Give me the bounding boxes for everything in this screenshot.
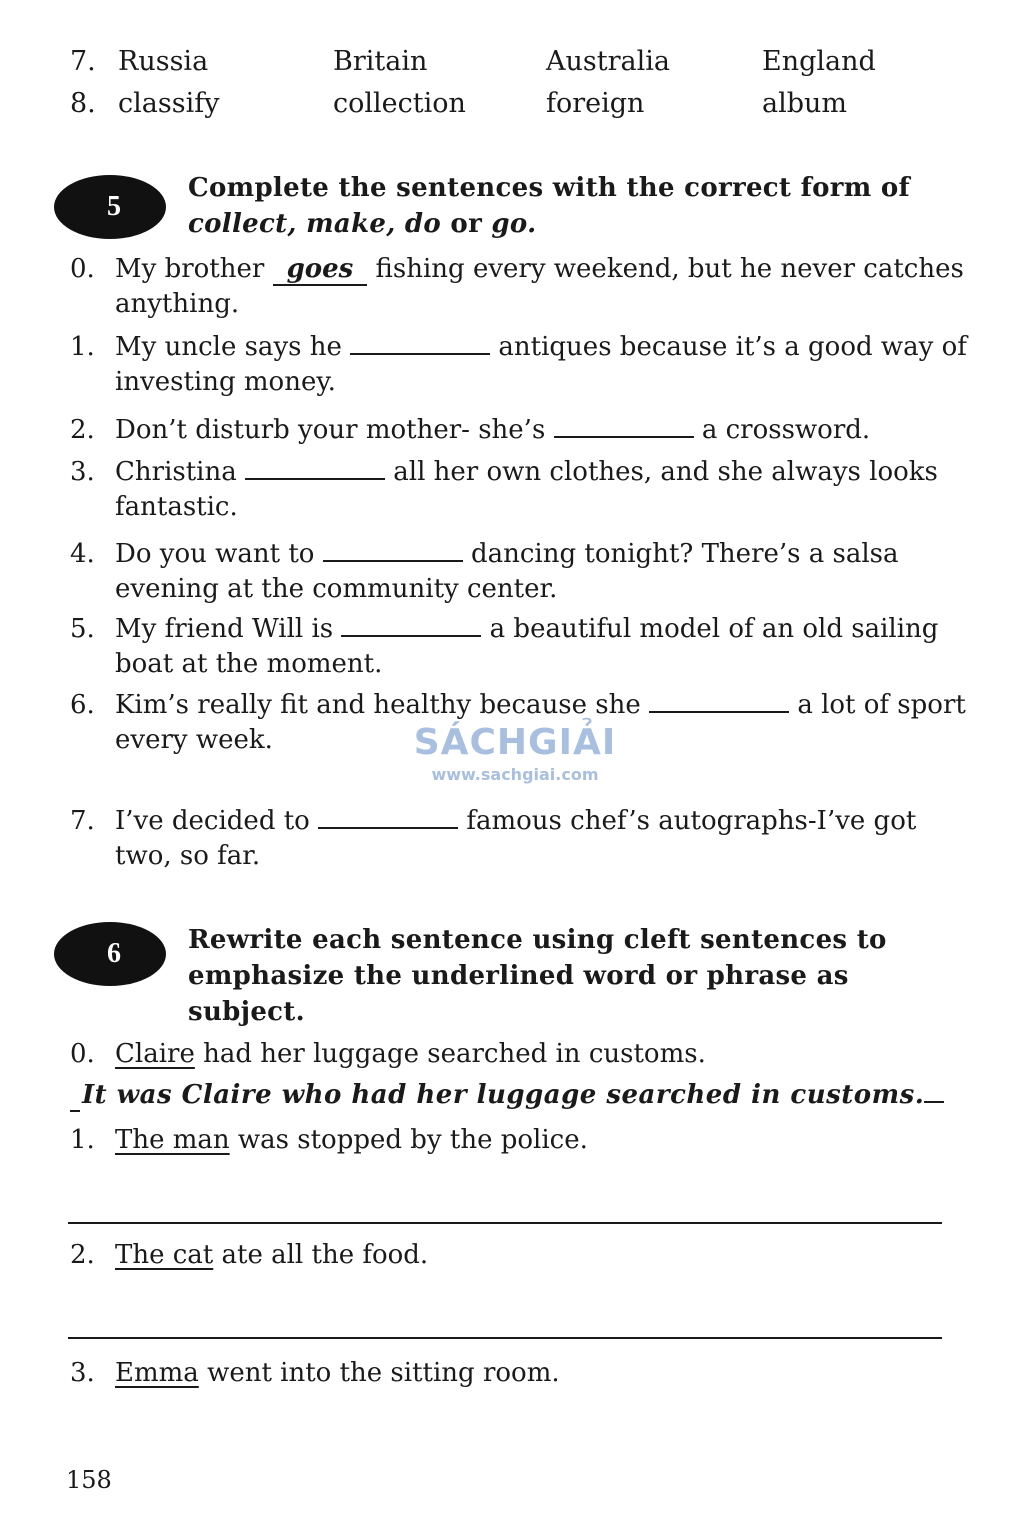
exercise-number: 6 [107,938,121,969]
word: foreign [546,88,645,119]
word: Australia [546,46,670,77]
underlined-subject: Emma [115,1358,199,1388]
sentence-rest: ate all the food. [221,1240,429,1270]
item-number: 5. [70,614,95,644]
answer-blank[interactable] [350,331,490,355]
item-number: 0. [70,254,95,284]
answer-blank[interactable] [649,689,789,713]
answer-blank[interactable] [323,538,463,562]
sentence-start: Don’t disturb your mother- she’s [115,415,546,445]
answer-blank[interactable] [245,456,385,480]
watermark-logo: SÁCHGIẢI [413,722,617,763]
item-number: 3. [70,1358,95,1388]
model-answer [70,1080,950,1110]
answer-line[interactable] [68,1337,942,1339]
sentence-end: famous chef’s autographs-I’ve got two, so far. [115,806,917,871]
sentence-rest: had her luggage searched in customs. [203,1039,706,1069]
row-number: 7. [70,46,96,77]
item-number: 2. [70,1240,95,1270]
underlined-subject: Claire [115,1039,195,1069]
word: Russia [118,46,209,77]
underlined-subject: The man [115,1125,230,1155]
sentence-end: dancing tonight? There’s a salsa evening at the community center. [115,539,899,604]
page-number: 158 [66,1466,112,1494]
watermark [410,722,620,784]
model-answer-text: It was Claire who had her luggage searched in customs. [82,1080,925,1110]
sentence-end: a crossword. [701,415,871,445]
sentence-end: a lot of sport [797,690,966,720]
example-answer: goes [273,254,368,286]
word: Britain [333,46,428,77]
row-number: 8. [70,88,96,119]
word: collection [333,88,466,119]
underlined-subject: The cat [115,1240,214,1270]
sentence-rest: was stopped by the police. [237,1125,588,1155]
sentence-start: Do you want to [115,539,315,569]
sentence-start: My uncle says he [115,332,342,362]
exercise-6-badge [54,922,166,986]
word: classify [118,88,220,119]
exercise-number: 5 [107,191,121,222]
word: England [762,46,876,77]
watermark-url: www.sachgiai.com [431,765,599,784]
instruction-verbs: go. [491,209,537,239]
sentence-continuation: every week. [115,725,273,755]
exercise-5-instruction [188,170,948,242]
sentence-start: My brother [115,254,265,284]
item-number: 1. [70,1125,95,1155]
exercise-6-instruction: Rewrite each sentence using cleft sentences to emphasize the underlined word or phrase as subject. [188,925,887,1027]
sentence-end: fishing every weekend, but he never catches anything. [115,254,964,319]
item-number: 6. [70,690,95,720]
answer-blank[interactable] [554,414,694,438]
item-number: 3. [70,457,95,487]
instruction-text: Complete the sentences with the correct form of [188,173,911,203]
sentence-start: Kim’s really fit and healthy because she [115,690,641,720]
item-number: 7. [70,806,95,836]
answer-blank[interactable] [318,805,458,829]
sentence-start: My friend Will is [115,614,334,644]
item-number: 1. [70,332,95,362]
sentence-end: antiques because it’s a good way of investing money. [115,332,967,397]
word: album [762,88,848,119]
word-row-8 [70,88,970,128]
sentence-rest: went into the sitting room. [207,1358,560,1388]
sentence-end: a beautiful model of an old sailing boat at the moment. [115,614,939,679]
exercise-5-badge [54,175,166,239]
answer-blank[interactable] [341,613,481,637]
sentence-start: I’ve decided to [115,806,310,836]
item-number: 0. [70,1039,95,1069]
word-row-7 [70,46,970,86]
item-number: 4. [70,539,95,569]
item-number: 2. [70,415,95,445]
instruction-verbs: collect, make, do [188,209,442,239]
instruction-conjunction: or [450,209,483,239]
answer-line[interactable] [68,1222,942,1224]
sentence-start: Christina [115,457,237,487]
sentence-end: all her own clothes, and she always looks fantastic. [115,457,938,522]
